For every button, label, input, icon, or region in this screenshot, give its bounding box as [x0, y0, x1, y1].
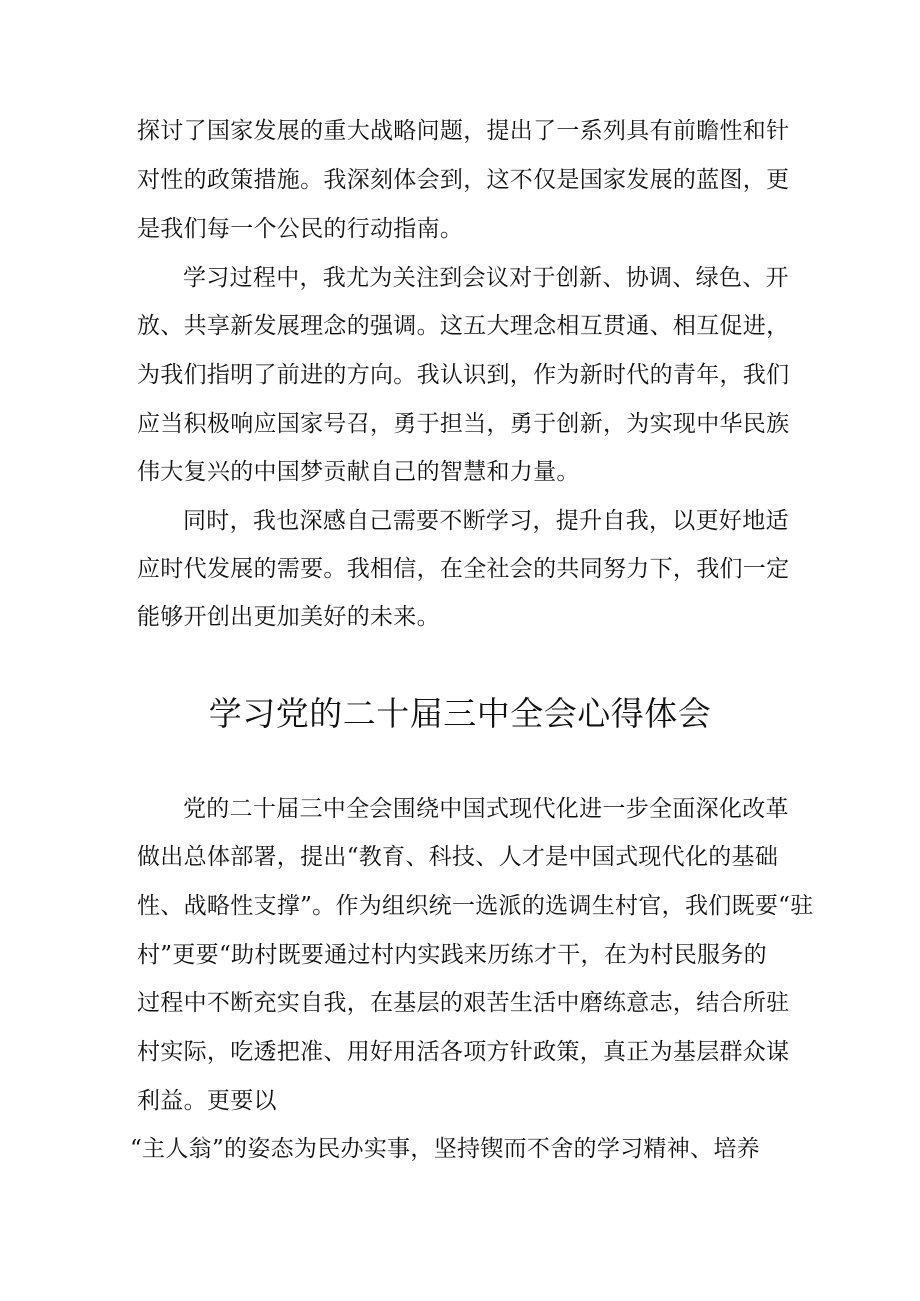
document-title: 学习党的二十届三中全会心得体会 — [208, 694, 712, 733]
paragraph-line: 利益。更要以 — [137, 1088, 277, 1114]
paragraph-line: 过程中不断充实自我，在基层的艰苦生活中磨练意志，结合所驻 — [137, 990, 790, 1016]
paragraph-line: “主人翁”的姿态为民办实事，坚持锲而不舍的学习精神、培养 — [130, 1136, 760, 1162]
paragraph-line: 是我们每一个公民的行动指南。 — [137, 216, 464, 242]
paragraph-line: 性、战略性支撑”。作为组织统一选派的选调生村官，我们既要“驻 — [137, 893, 814, 919]
paragraph-line: 探讨了国家发展的重大战略问题，提出了一系列具有前瞻性和针 — [137, 118, 790, 144]
paragraph-line: 学习过程中，我尤为关注到会议对于创新、协调、绿色、开 — [183, 265, 789, 291]
paragraph-line: 村”更要“助村既要通过村内实践来历练才干，在为村民服务的 — [137, 942, 767, 968]
paragraph-line: 对性的政策措施。我深刻体会到，这不仅是国家发展的蓝图，更 — [137, 167, 790, 193]
paragraph-line: 放、共享新发展理念的强调。这五大理念相互贯通、相互促进， — [137, 313, 790, 339]
paragraph-line: 村实际，吃透把准、用好用活各项方针政策，真正为基层群众谋 — [137, 1039, 790, 1065]
paragraph-line: 做出总体部署，提出“教育、科技、人才是中国式现代化的基础 — [137, 844, 779, 870]
paragraph-line: 能够开创出更加美好的未来。 — [137, 604, 440, 630]
paragraph-line: 伟大复兴的中国梦贡献自己的智慧和力量。 — [137, 459, 580, 485]
paragraph-line: 应时代发展的需要。我相信，在全社会的共同努力下，我们一定 — [137, 556, 790, 582]
paragraph-line: 同时，我也深感自己需要不断学习，提升自我，以更好地适 — [183, 508, 789, 534]
paragraph-line: 应当积极响应国家号召，勇于担当，勇于创新，为实现中华民族 — [137, 411, 790, 437]
paragraph-line: 党的二十届三中全会围绕中国式现代化进一步全面深化改革 — [183, 796, 789, 822]
paragraph-line: 为我们指明了前进的方向。我认识到，作为新时代的青年，我们 — [137, 362, 790, 388]
